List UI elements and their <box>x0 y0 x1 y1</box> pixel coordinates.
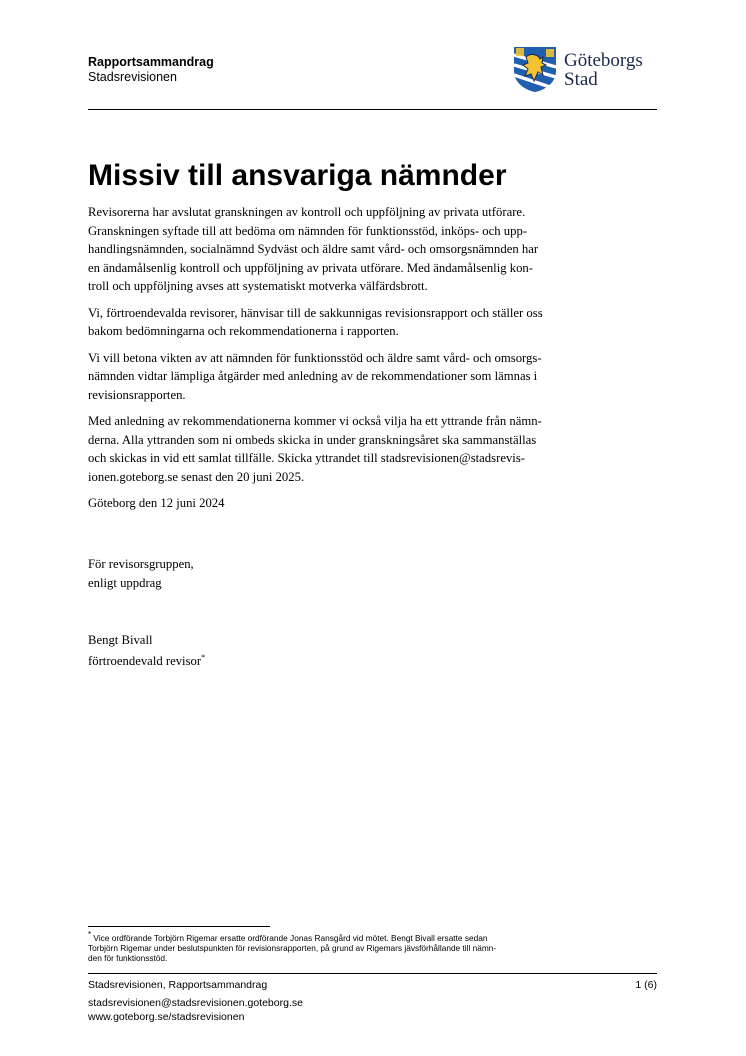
paragraph-line: nämnden vidtar lämpliga åtgärder med anledning av de rekommendationer som lämnas i <box>88 369 538 383</box>
paragraph-line: derna. Alla yttranden som ni ombeds skicka in under granskningsåret ska sammanställas <box>88 432 537 447</box>
footer-report-name: Stadsrevisionen, Rapportsammandrag <box>88 979 268 991</box>
logo-wordmark <box>564 51 643 89</box>
paragraph-4 <box>88 412 598 486</box>
paragraph-line: en ändamålsenlig kontroll och uppföljning av privata utförare. Med ändamålsenlig kon- <box>88 260 533 275</box>
paragraph-line: Göteborg den 12 juni 2024 <box>88 496 225 510</box>
signoff-line2: enligt uppdrag <box>88 575 162 590</box>
footnote-line <box>88 930 608 943</box>
footnote-text: Vice ordförande Torbjörn Rigemar ersatte ordförande Jonas Ransgård vid mötet. Bengt Bivall ersatte sedan <box>91 932 488 943</box>
document-body <box>88 203 598 521</box>
logo-wordmark-line2: Stad <box>564 69 598 90</box>
goteborgs-stad-logo <box>512 45 662 95</box>
footnote-divider <box>88 926 270 927</box>
date-line <box>88 494 598 513</box>
paragraph-line: bakom bedömningarna och rekommendationerna i rapporten. <box>88 324 399 338</box>
footnote <box>88 930 608 963</box>
paragraph-1 <box>88 203 598 296</box>
paragraph-line: ionen.goteborg.se senast den 20 juni 2025. <box>88 469 305 484</box>
paragraph-line: Granskningen syftade till att bedöma om nämnden för funktionsstöd, inköps- och upp- <box>88 223 528 238</box>
page-number: 1 (6) <box>635 979 657 991</box>
footer-web-link[interactable]: www.goteborg.se/stadsrevisionen <box>88 1011 245 1023</box>
header-title: Rapportsammandrag <box>88 55 214 69</box>
signer-role-line <box>88 649 205 670</box>
signer-name: Bengt Bivall <box>88 633 153 647</box>
paragraph-line: Vi vill betona vikten av att nämnden för funktionsstöd och äldre samt vård- och omsorgs- <box>88 350 542 365</box>
paragraph-line: handlingsnämnden, socialnämnd Sydväst och äldre samt vård- och omsorgsnämnden har <box>88 242 539 256</box>
footnote-mark: * <box>88 930 92 939</box>
city-coat-of-arms-icon <box>512 45 558 93</box>
paragraph-3 <box>88 349 598 405</box>
paragraph-line: revisionsrapporten. <box>88 387 186 402</box>
paragraph-line: Med anledning av rekommendationerna kommer vi också vilja ha ett yttrande från nämn- <box>88 414 542 428</box>
footer-email-link[interactable]: stadsrevisionen@stadsrevisionen.goteborg.se <box>88 997 303 1009</box>
paragraph-line: Revisorerna har avslutat granskningen av kontroll och uppföljning av privata utförare. <box>88 205 526 219</box>
signoff-block <box>88 555 194 592</box>
header-subtitle: Stadsrevisionen <box>88 70 177 84</box>
signer-role: förtroendevald revisor <box>88 654 202 669</box>
paragraph-line: Vi, förtroendevalda revisorer, hänvisar till de sakkunnigas revisionsrapport och ställer oss <box>88 305 543 320</box>
paragraph-line: troll och uppföljning avses att systematiskt motverka välfärdsbrott. <box>88 279 428 293</box>
header-divider <box>88 109 657 110</box>
footnote-reference[interactable]: * <box>201 653 206 662</box>
page-footer <box>88 978 657 1024</box>
footer-divider <box>88 973 657 974</box>
logo-wordmark-line1: Göteborgs <box>564 50 643 71</box>
document-heading: Missiv till ansvariga nämnder <box>88 159 507 192</box>
footnote-line: Torbjörn Rigemar under beslutspunkten för revisionsrapporten, på grund av Rigemars jävsförhållande till nämn- <box>88 942 497 953</box>
paragraph-2 <box>88 304 598 341</box>
report-header <box>88 55 214 85</box>
footnote-line: den för funktionsstöd. <box>88 952 168 963</box>
signoff-line1: För revisorsgruppen, <box>88 557 194 571</box>
paragraph-line: och skickas in vid ett samlat tillfälle. Skicka yttrandet till stadsrevisionen@stadsrevis- <box>88 451 525 465</box>
signer-block <box>88 632 205 670</box>
